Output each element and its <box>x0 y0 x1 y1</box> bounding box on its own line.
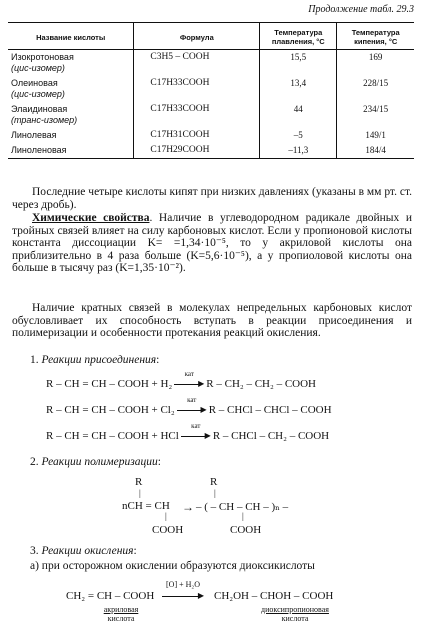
heading-oxidation: 3. Реакции окисления: <box>30 545 137 557</box>
ox-right: CH₂OH – CHOH – COOH <box>214 590 334 602</box>
catalyst-label: кат <box>191 422 201 431</box>
melting-point-text: –11,3 <box>288 145 309 155</box>
melting-point-text: 13,4 <box>290 78 307 88</box>
acid-formula-text: C3H5 – COOH <box>150 52 210 62</box>
acid-name <box>8 76 134 102</box>
arrow-icon: кат ▶ <box>181 430 211 442</box>
arrow-icon: кат ▶ <box>177 404 207 416</box>
acid-name <box>8 128 134 143</box>
acid-name <box>8 102 134 128</box>
ox-left-label-2: кислота <box>107 614 135 623</box>
ox-left: CH₂ = CH – COOH <box>66 590 155 602</box>
bond-line: | <box>214 488 216 498</box>
continuation-label: Продолжение табл. 29.3 <box>308 4 414 15</box>
boiling-point-text: 149/1 <box>365 130 386 140</box>
melting-point-text: 44 <box>293 104 303 114</box>
eq1-right: R – CH₂ – CH₂ – COOH <box>206 378 317 390</box>
melting-point <box>260 143 337 159</box>
boiling-point <box>337 128 414 143</box>
eq3-right: R – CHCl – CH₂ – COOH <box>212 430 330 442</box>
boiling-point <box>337 102 414 128</box>
acid-formula-text: C17H33COOH <box>150 104 210 114</box>
acid-name <box>8 50 134 77</box>
col-header-melting: Температура плавления, °С <box>260 23 337 50</box>
boiling-point-text: 184/4 <box>365 145 386 155</box>
bond-line: | <box>242 511 244 521</box>
acid-formula <box>134 50 260 77</box>
acid-name <box>8 143 134 159</box>
acid-formula-text: C17H31COOH <box>150 130 210 140</box>
col-header-boiling: Температура кипения, °С <box>337 23 414 50</box>
poly-cooh1: COOH <box>152 524 184 536</box>
melting-point <box>260 76 337 102</box>
poly-left: nCH = CH <box>122 500 170 512</box>
boiling-point-text: 234/15 <box>363 104 389 114</box>
eq3-left: R – CH = CH – COOH + HCl <box>46 430 179 442</box>
heading-poly-text: Реакции полимеризации <box>41 456 158 468</box>
table-header-row <box>8 23 414 50</box>
paragraph-boiling: Последние четыре кислоты кипят при низких давлениях (указаны в мм рт. ст. через дробь). <box>12 186 412 211</box>
melting-point-text: 15,5 <box>290 52 307 62</box>
ox-arrow <box>160 580 206 602</box>
table-row <box>8 143 414 159</box>
oxidation-condition: [O] + H₂O <box>166 580 200 590</box>
arrow-icon: → <box>182 500 194 514</box>
acids-table <box>8 22 414 159</box>
melting-point <box>260 102 337 128</box>
boiling-point <box>337 76 414 102</box>
catalyst-label: кат <box>184 370 194 379</box>
bond-line: | <box>165 511 167 521</box>
eq2-right: R – CHCl – CHCl – COOH <box>208 404 332 416</box>
arrow-icon: кат ▶ <box>174 378 204 390</box>
melting-point <box>260 128 337 143</box>
eq1-left: R – CH = CH – COOH + H₂ <box>46 378 173 390</box>
heading-ox-num: 3. <box>30 545 39 557</box>
boiling-point <box>337 50 414 77</box>
boiling-point <box>337 143 414 159</box>
table-row <box>8 76 414 102</box>
poly-cooh2: COOH <box>230 524 262 536</box>
ox-right-label-2: кислота <box>281 614 309 623</box>
table-row <box>8 128 414 143</box>
paragraph-multiple-bonds: Наличие кратных связей в молекулах непредельных карбоновых кислот обусловливает их способность вступать в реакции присоединения и полимеризации и особенности протекания реакций окисления. <box>12 302 412 339</box>
isomer-note: (цис-изомер) <box>11 63 65 73</box>
acid-formula <box>134 102 260 128</box>
acid-name-text: Элаидиновая <box>11 104 68 114</box>
ox-left-label-1: акриловая <box>103 605 139 614</box>
eq2-left: R – CH = CH – COOH + Cl₂ <box>46 404 175 416</box>
melting-point-text: –5 <box>293 130 303 140</box>
ox-right-label <box>240 605 350 623</box>
equation-hydrochlorination <box>46 422 330 442</box>
heading-addition-text: Реакции присоединения <box>41 354 157 366</box>
boiling-point-text: 169 <box>368 52 383 62</box>
isomer-note: (транс-изомер) <box>11 115 78 125</box>
paragraph-chem-props <box>12 212 412 275</box>
isomer-note: (цис-изомер) <box>11 89 65 99</box>
acid-name-text: Олеиновая <box>11 78 58 88</box>
ox-left-label <box>86 605 156 623</box>
melting-point <box>260 50 337 77</box>
table-row <box>8 50 414 77</box>
catalyst-label: кат <box>187 396 197 405</box>
heading-addition-num: 1. <box>30 354 39 366</box>
arrow-icon: [O] + H₂O ▶ <box>162 590 204 602</box>
acid-name-text: Изокротоновая <box>11 52 74 62</box>
bond-line: | <box>139 488 141 498</box>
ox-right-label-1: диоксипропионовая <box>261 605 329 614</box>
acid-formula-text: C17H33COOH <box>150 78 210 88</box>
acid-formula <box>134 143 260 159</box>
poly-right: – ( – CH – CH – )ₙ – <box>196 501 289 513</box>
chem-props-text: . Наличие в углеводородном радикале двойных и тройных связей влияет на силу карбоновых кислот. Если у пропионовой кислоты константа диссоциации K= =1,34·10⁻⁵, то у акриловой кислоты она приблизительно в 4 раза больше (K=5,6·10⁻⁵), а у пропиоловой кислоты она больше в тысячу раз (K=1,35·10⁻²). <box>12 212 412 274</box>
chem-props-heading: Химические свойства <box>32 212 150 224</box>
acid-formula <box>134 76 260 102</box>
equation-hydrogenation <box>46 370 317 390</box>
heading-ox-text: Реакции окисления <box>41 545 134 557</box>
heading-polymerization: 2. Реакции полимеризации: <box>30 456 161 468</box>
oxidation-note: а) при осторожном окислении образуются диоксикислоты <box>30 560 315 572</box>
acid-formula-text: C17H29COOH <box>150 145 210 155</box>
acid-formula <box>134 128 260 143</box>
col-header-formula: Формула <box>134 23 260 50</box>
poly-r1: R <box>135 476 143 488</box>
poly-r2: R <box>210 476 218 488</box>
boiling-point-text: 228/15 <box>363 78 389 88</box>
table-row <box>8 102 414 128</box>
acid-name-text: Линоленовая <box>11 145 67 155</box>
heading-poly-num: 2. <box>30 456 39 468</box>
heading-addition: 1. Реакции присоединения: <box>30 354 160 366</box>
acid-name-text: Линолевая <box>11 130 57 140</box>
col-header-name: Название кислоты <box>8 23 134 50</box>
equation-chlorination <box>46 396 332 416</box>
